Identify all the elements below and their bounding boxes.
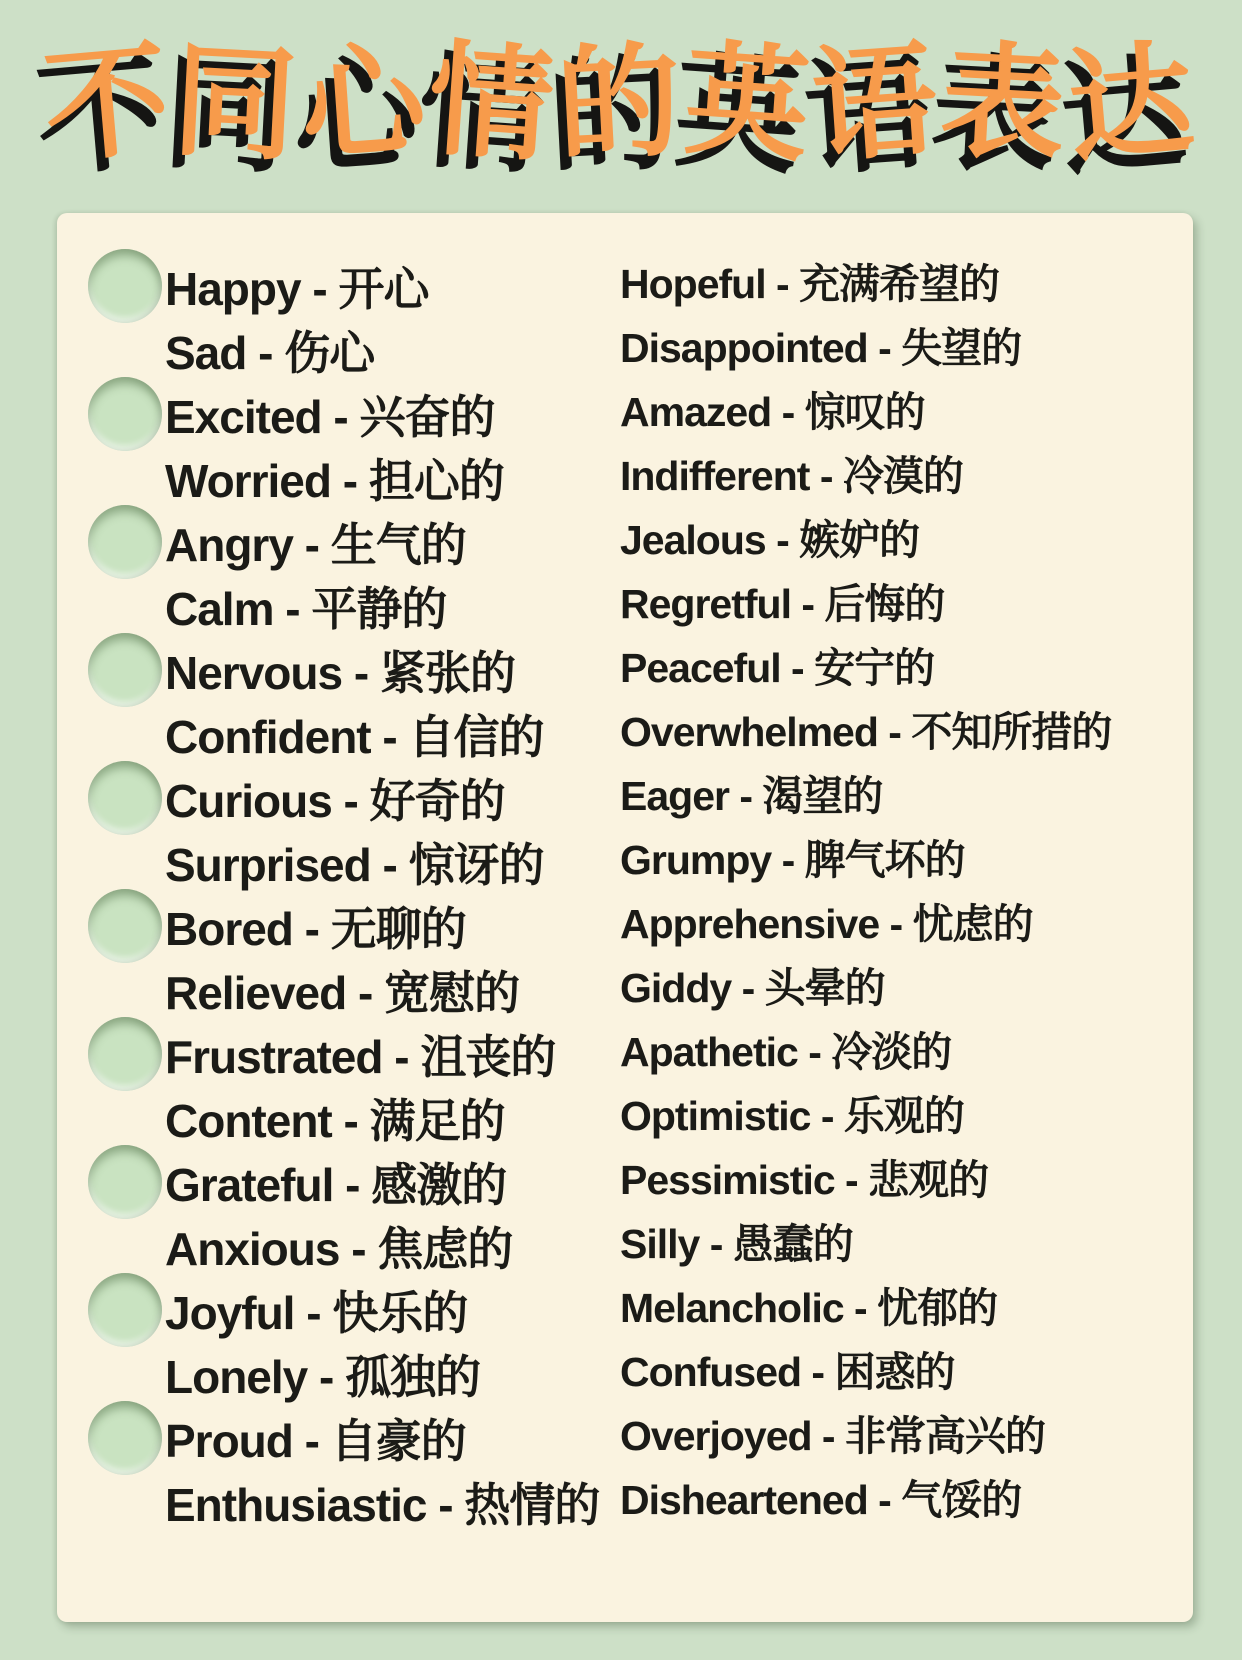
bullet-slot xyxy=(88,574,165,638)
list-item xyxy=(88,446,599,510)
list-item xyxy=(620,504,1111,568)
title-char: 达 xyxy=(1063,29,1203,179)
list-item xyxy=(620,440,1111,504)
list-item xyxy=(620,376,1111,440)
list-item xyxy=(88,1342,599,1406)
item-label: Optimistic - 乐观的 xyxy=(620,1092,964,1139)
bullet-slot xyxy=(88,702,165,766)
punched-circle-icon xyxy=(88,761,162,835)
title-char: 表 xyxy=(937,31,1073,177)
list-item xyxy=(620,952,1111,1016)
item-label: Proud - 自豪的 xyxy=(165,1415,466,1467)
list-item xyxy=(620,1272,1111,1336)
right-column xyxy=(620,248,1111,1528)
list-item xyxy=(620,1144,1111,1208)
list-item xyxy=(620,1016,1111,1080)
bullet-slot xyxy=(88,894,165,958)
bullet-slot xyxy=(88,1022,165,1086)
list-item xyxy=(620,824,1111,888)
item-label: Angry - 生气的 xyxy=(165,519,466,571)
list-item xyxy=(620,1208,1111,1272)
item-label: Happy - 开心 xyxy=(165,263,429,315)
list-item xyxy=(88,830,599,894)
item-label: Apprehensive - 忧虑的 xyxy=(620,900,1033,947)
list-item xyxy=(620,888,1111,952)
bullet-slot xyxy=(88,382,165,446)
list-item xyxy=(88,1022,599,1086)
item-label: Worried - 担心的 xyxy=(165,455,504,507)
list-item xyxy=(88,766,599,830)
bullet-slot xyxy=(88,638,165,702)
item-label: Grateful - 感激的 xyxy=(165,1159,507,1211)
item-label: Anxious - 焦虑的 xyxy=(165,1223,513,1275)
title-char: 心 xyxy=(296,30,434,178)
list-item xyxy=(620,248,1111,312)
bullet-slot xyxy=(88,1406,165,1470)
punched-circle-icon xyxy=(88,1145,162,1219)
bullet-slot xyxy=(88,1086,165,1150)
page-title xyxy=(0,30,1242,179)
item-label: Disheartened - 气馁的 xyxy=(620,1476,1022,1523)
title-char: 不 xyxy=(39,29,179,179)
item-label: Pessimistic - 悲观的 xyxy=(620,1156,989,1203)
item-label: Calm - 平静的 xyxy=(165,583,447,635)
punched-circle-icon xyxy=(88,249,162,323)
punched-circle-icon xyxy=(88,889,162,963)
list-item xyxy=(620,312,1111,376)
item-label: Eager - 渴望的 xyxy=(620,772,883,819)
item-label: Content - 满足的 xyxy=(165,1095,505,1147)
list-item xyxy=(620,568,1111,632)
item-label: Melancholic - 忧郁的 xyxy=(620,1284,998,1331)
punched-circle-icon xyxy=(88,377,162,451)
list-item xyxy=(88,894,599,958)
punched-circle-icon xyxy=(88,1273,162,1347)
left-column xyxy=(88,254,599,1534)
title-char: 英 xyxy=(680,30,818,178)
list-item xyxy=(88,1086,599,1150)
item-label: Excited - 兴奋的 xyxy=(165,391,495,443)
item-label: Enthusiastic - 热情的 xyxy=(165,1479,600,1531)
bullet-slot xyxy=(88,766,165,830)
item-label: Confused - 困惑的 xyxy=(620,1348,955,1395)
item-label: Overjoyed - 非常高兴的 xyxy=(620,1412,1045,1459)
title-char: 语 xyxy=(808,30,946,178)
bullet-slot xyxy=(88,958,165,1022)
list-item xyxy=(88,638,599,702)
item-label: Relieved - 宽慰的 xyxy=(165,967,520,1019)
list-item xyxy=(88,318,599,382)
list-item xyxy=(620,696,1111,760)
item-label: Grumpy - 脾气坏的 xyxy=(620,836,965,883)
bullet-slot xyxy=(88,254,165,318)
title-char: 同 xyxy=(169,31,305,177)
list-item xyxy=(88,702,599,766)
item-label: Joyful - 快乐的 xyxy=(165,1287,468,1339)
bullet-slot xyxy=(88,510,165,574)
title-char: 情 xyxy=(424,30,562,178)
item-label: Indifferent - 冷漠的 xyxy=(620,452,963,499)
item-label: Amazed - 惊叹的 xyxy=(620,388,925,435)
bullet-slot xyxy=(88,1470,165,1534)
list-item xyxy=(88,1470,599,1534)
bullet-slot xyxy=(88,830,165,894)
item-label: Apathetic - 冷淡的 xyxy=(620,1028,952,1075)
item-label: Hopeful - 充满希望的 xyxy=(620,260,1000,307)
bullet-slot xyxy=(88,446,165,510)
list-item xyxy=(88,382,599,446)
bullet-slot xyxy=(88,1278,165,1342)
item-label: Peaceful - 安宁的 xyxy=(620,644,935,691)
list-item xyxy=(620,1400,1111,1464)
item-label: Overwhelmed - 不知所措的 xyxy=(620,708,1112,755)
title-char: 的 xyxy=(553,31,689,177)
list-item xyxy=(88,958,599,1022)
vocab-card xyxy=(57,213,1193,1622)
list-item xyxy=(620,1464,1111,1528)
bullet-slot xyxy=(88,1214,165,1278)
bullet-slot xyxy=(88,1342,165,1406)
bullet-slot xyxy=(88,318,165,382)
item-label: Sad - 伤心 xyxy=(165,327,375,379)
punched-circle-icon xyxy=(88,1017,162,1091)
list-item xyxy=(88,574,599,638)
punched-circle-icon xyxy=(88,505,162,579)
punched-circle-icon xyxy=(88,1401,162,1475)
list-item xyxy=(620,760,1111,824)
item-label: Lonely - 孤独的 xyxy=(165,1351,481,1403)
item-label: Bored - 无聊的 xyxy=(165,903,466,955)
list-item xyxy=(620,1336,1111,1400)
bullet-slot xyxy=(88,1150,165,1214)
list-item xyxy=(88,1150,599,1214)
item-label: Disappointed - 失望的 xyxy=(620,324,1022,371)
item-label: Confident - 自信的 xyxy=(165,711,544,763)
item-label: Silly - 愚蠢的 xyxy=(620,1220,853,1267)
item-label: Frustrated - 沮丧的 xyxy=(165,1031,556,1083)
list-item xyxy=(88,1214,599,1278)
list-item xyxy=(88,1406,599,1470)
list-item xyxy=(88,254,599,318)
list-item xyxy=(620,632,1111,696)
item-label: Nervous - 紧张的 xyxy=(165,647,515,699)
item-label: Curious - 好奇的 xyxy=(165,775,505,827)
item-label: Regretful - 后悔的 xyxy=(620,580,945,627)
list-item xyxy=(88,510,599,574)
item-label: Giddy - 头晕的 xyxy=(620,964,885,1011)
item-label: Surprised - 惊讶的 xyxy=(165,839,544,891)
list-item xyxy=(88,1278,599,1342)
list-item xyxy=(620,1080,1111,1144)
punched-circle-icon xyxy=(88,633,162,707)
item-label: Jealous - 嫉妒的 xyxy=(620,516,920,563)
